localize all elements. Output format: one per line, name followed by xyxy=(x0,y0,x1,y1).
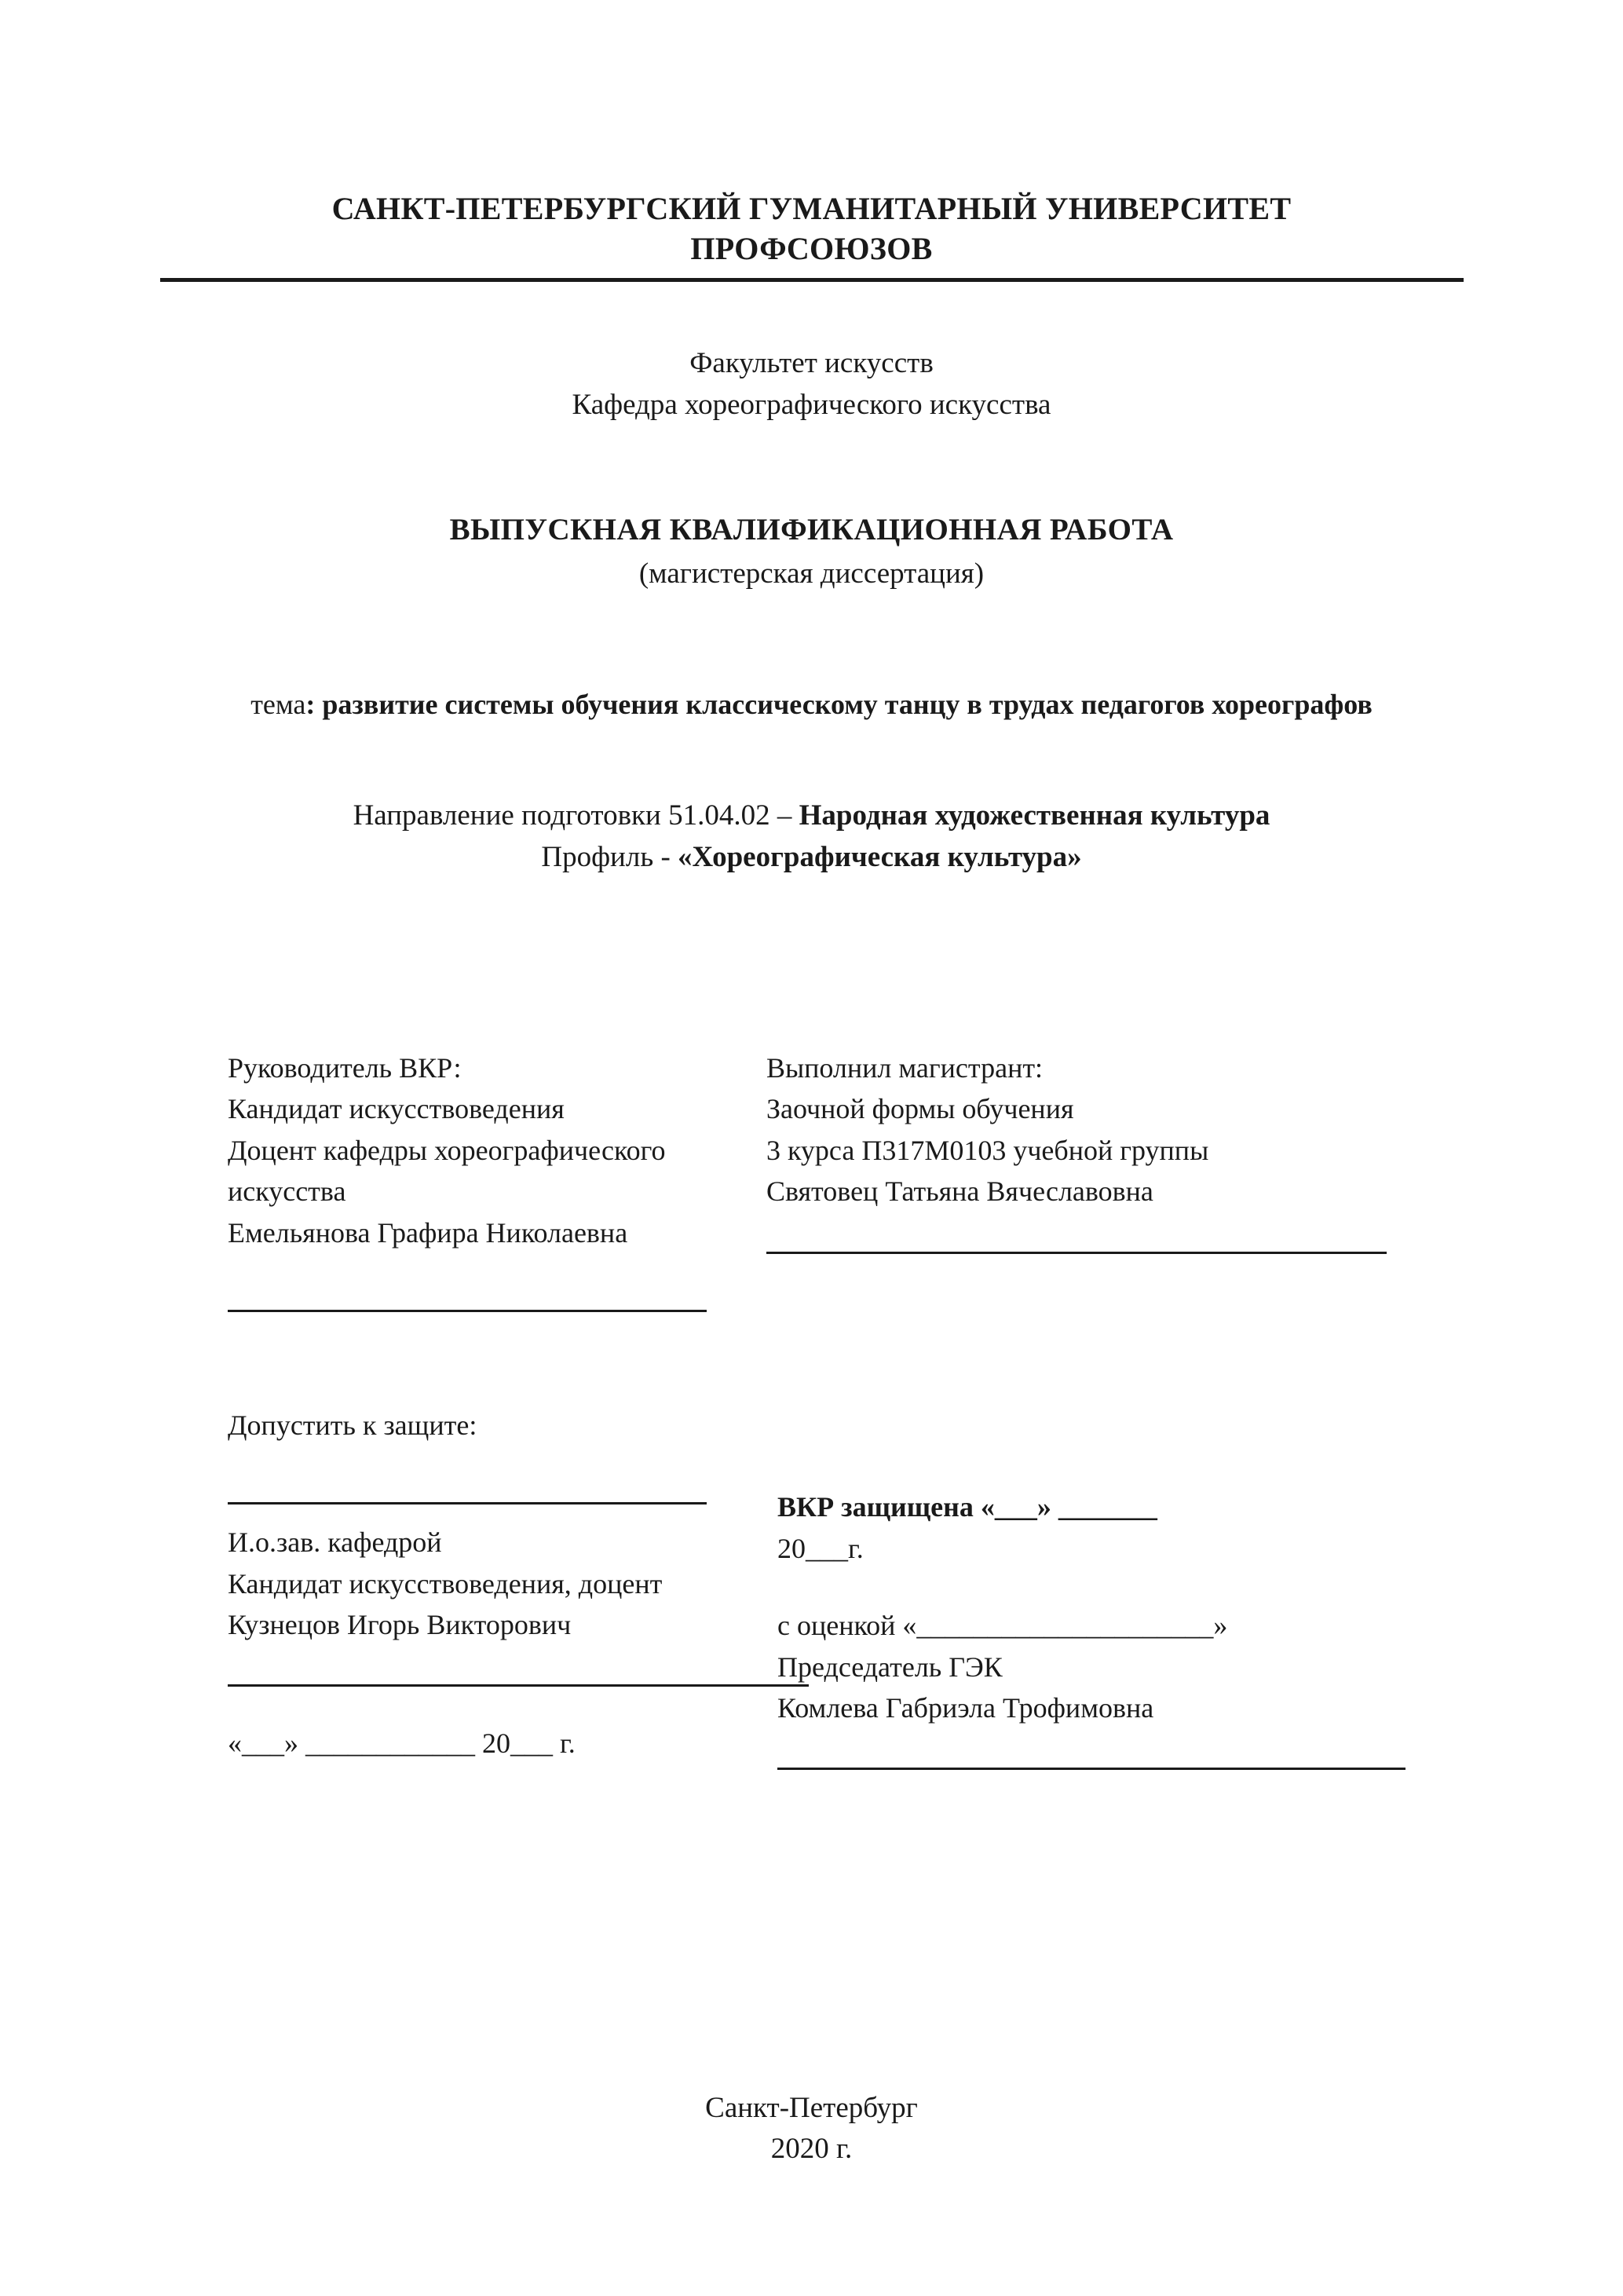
footer-city: Санкт-Петербург xyxy=(705,2091,918,2124)
student-role: Выполнил магистрант: xyxy=(766,1051,1044,1084)
admission-degree: Кандидат искусствоведения, доцент xyxy=(228,1567,663,1600)
work-subtype: (магистерская диссертация) xyxy=(638,558,985,590)
student-signature-line xyxy=(766,1212,1482,1254)
student-group: 3 курса П317М0103 учебной группы xyxy=(766,1134,1209,1166)
defense-signature-line xyxy=(777,1729,1482,1771)
student-form: Заочной формы обучения xyxy=(766,1093,1074,1125)
page-footer xyxy=(0,2088,1623,2170)
supervisor-degree: Кандидат искусствоведения xyxy=(228,1093,565,1125)
university-title-line1: САНКТ-ПЕТЕРБУРГСКИЙ ГУМАНИТАРНЫЙ УНИВЕРСИТЕТ xyxy=(331,191,1292,226)
signature-blank xyxy=(228,1283,707,1312)
work-type: ВЫПУСКНАЯ КВАЛИФИКАЦИОННАЯ РАБОТА xyxy=(449,513,1174,547)
signature-blank xyxy=(228,1475,707,1504)
defense-chair-role: Председатель ГЭК xyxy=(777,1651,1003,1683)
supervisor-signature-line xyxy=(228,1271,758,1313)
profile-line xyxy=(168,836,1456,879)
supervisor-position: Доцент кафедры хореографического искусства xyxy=(228,1134,666,1208)
spacer xyxy=(228,1254,758,1271)
direction-name: Народная художественная культура xyxy=(799,799,1270,832)
supervisor-name: Емельянова Графира Николаевна xyxy=(228,1217,628,1249)
spacer xyxy=(777,1569,1482,1605)
spacer xyxy=(228,1504,769,1522)
spacer xyxy=(228,1687,769,1723)
footer-year: 2020 г. xyxy=(770,2133,853,2166)
signatures-bottom xyxy=(141,1405,1482,1770)
profile-prefix: Профиль - xyxy=(541,841,678,874)
defense-chair-name: Комлева Габриэла Трофимовна xyxy=(777,1692,1154,1724)
direction-prefix: Направление подготовки 51.04.02 – xyxy=(353,799,799,832)
signature-blank xyxy=(777,1741,1406,1770)
department-name: Кафедра хореографического искусства xyxy=(572,388,1051,421)
thesis-theme xyxy=(199,685,1424,725)
defense-mark: с оценкой «_____________________» xyxy=(777,1610,1228,1642)
faculty-name: Факультет искусств xyxy=(689,347,934,380)
student-block xyxy=(758,1047,1482,1254)
admission-date: «___» ____________ 20___ г. xyxy=(228,1727,576,1760)
university-title-line2: ПРОФСОЮЗОВ xyxy=(690,231,933,267)
defense-block xyxy=(769,1405,1482,1770)
header-divider xyxy=(160,278,1464,282)
student-name: Святовец Татьяна Вячеславовна xyxy=(766,1175,1153,1208)
signature-blank xyxy=(228,1658,809,1687)
admission-name: Кузнецов Игорь Викторович xyxy=(228,1609,572,1641)
admission-block xyxy=(141,1405,769,1764)
signature-blank xyxy=(766,1225,1387,1254)
direction-block xyxy=(168,795,1456,879)
faculty-block xyxy=(141,343,1482,426)
defense-year: 20___г. xyxy=(777,1532,864,1564)
theme-title: : развитие системы обучения классическому танцу в трудах педагогов хореографов xyxy=(305,689,1373,721)
profile-name: «Хореографическая культура» xyxy=(678,841,1082,874)
admission-position: И.о.зав. кафедрой xyxy=(228,1526,442,1559)
spacer xyxy=(228,1446,769,1464)
admission-name-line xyxy=(228,1646,769,1687)
supervisor-role: Руководитель ВКР: xyxy=(228,1051,462,1084)
signatures-top xyxy=(141,1047,1482,1312)
defense-title: ВКР защищена «___» _______ xyxy=(777,1491,1157,1523)
university-title xyxy=(199,188,1424,269)
direction-line xyxy=(168,795,1456,837)
admission-title: Допустить к защите: xyxy=(228,1409,477,1442)
supervisor-block xyxy=(141,1047,758,1312)
theme-label: тема xyxy=(250,689,306,721)
admission-signature-line xyxy=(228,1464,769,1505)
